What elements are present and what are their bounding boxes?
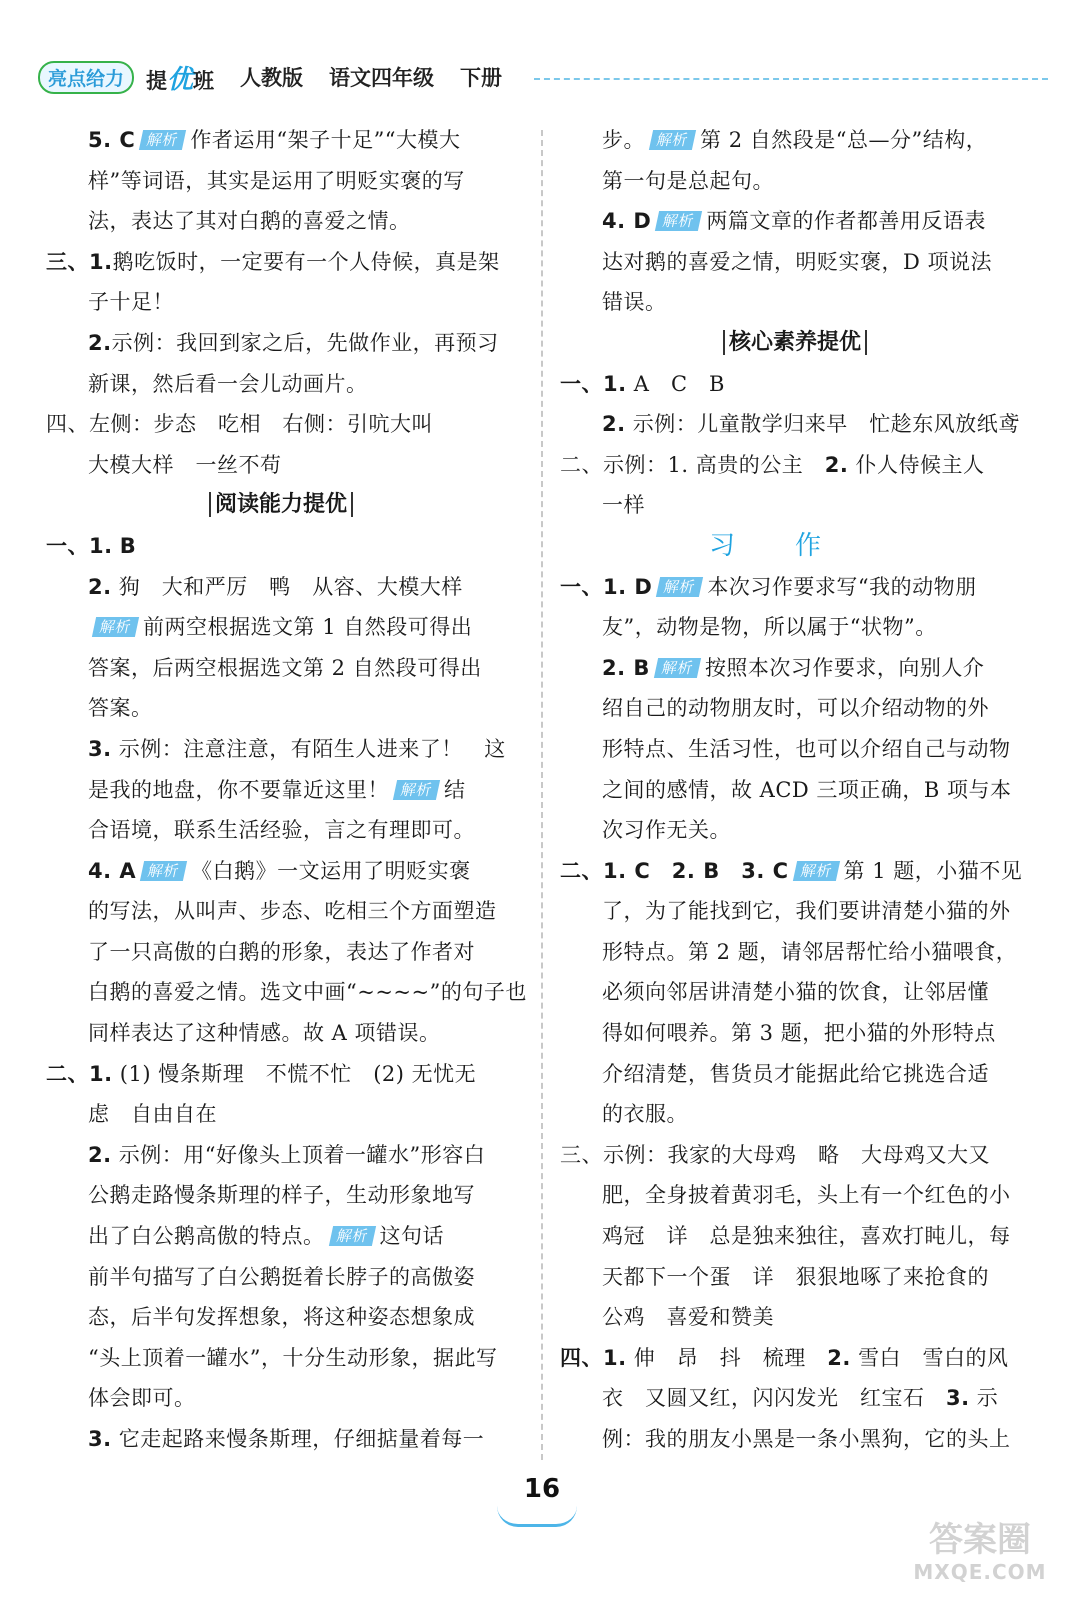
answer-line: 白鹅的喜爱之情。选文中画“~~~~”的句子也 xyxy=(88,980,527,1005)
answer-line: 虑 自由自在 xyxy=(88,1102,217,1127)
answer-line: 形特点、生活习性，也可以介绍自己与动物 xyxy=(602,736,1011,761)
answer-line: 步。 解析 第 2 自然段是“总—分”结构， xyxy=(602,128,988,152)
answer-line: 是我的地盘，你不要靠近这里！ 解析 结 xyxy=(88,777,466,802)
answer-line: 出了白公鹅高傲的特点。 解析 这句话 xyxy=(88,1224,445,1249)
answer-line: 二、1. C 2. B 3. C 解析 第 1 题，小猫不见 xyxy=(560,858,1023,883)
answer-line: 鸡冠 详 总是独来独往，喜欢打盹儿，每 xyxy=(602,1224,1011,1249)
section-heading-writing: 习作 xyxy=(708,530,881,561)
answer-line: 第一句是总起句。 xyxy=(602,168,774,193)
answer-line: 四、左侧：步态 吃相 右侧：引吭大叫 xyxy=(46,412,433,437)
analysis-tag: 解析 xyxy=(654,658,701,678)
analysis-tag: 解析 xyxy=(139,130,186,150)
answer-line: 必须向邻居讲清楚小猫的饮食，让邻居懂 xyxy=(602,980,989,1005)
answer-line: 解析 前两空根据选文第 1 自然段可得出 xyxy=(46,607,516,648)
answer-line: 例：我的朋友小黑是一条小黑狗，它的头上 xyxy=(602,1427,1011,1451)
section-heading: 核心素养提优 xyxy=(560,323,1030,364)
answer-line: 体会即可。 xyxy=(88,1386,196,1411)
answer-line: 四、1. 伸 昂 抖 梳理 2. 雪白 雪白的风 xyxy=(560,1345,1009,1370)
answer-line: 合语境，联系生活经验，言之有理即可。 xyxy=(88,818,475,843)
answer-line: 公鸡 喜爱和赞美 xyxy=(602,1305,774,1330)
answer-line: 之间的感情，故 ACD 三项正确，B 项与本 xyxy=(602,777,1012,802)
answer-line: 新课，然后看一会儿动画片。 xyxy=(88,371,368,396)
analysis-tag: 解析 xyxy=(92,617,139,637)
answer-line: 同样表达了这种情感。故 A 项错误。 xyxy=(88,1021,441,1046)
answer-line: 绍自己的动物朋友时，可以介绍动物的外 xyxy=(602,696,989,721)
answer-line: 一、1. D 解析 本次习作要求写“我的动物朋 xyxy=(560,574,977,599)
analysis-tag: 解析 xyxy=(328,1226,375,1246)
answer-line: 3. 它走起路来慢条斯理，仔细掂量着每一 xyxy=(88,1427,485,1451)
answer-line: 达对鹅的喜爱之情，明贬实褒，D 项说法 xyxy=(602,249,993,274)
edition-label: 人教版 xyxy=(240,66,304,90)
answer-line: 友”，动物是物，所以属于“状物”。 xyxy=(602,615,937,640)
answer-line: 2. B 解析 按照本次习作要求，向别人介 xyxy=(602,655,985,680)
answer-line: 2. 示例：用“好像头上顶着一罐水”形容白 xyxy=(88,1142,486,1167)
answer-line: 2.示例：我回到家之后，先做作业，再预习 xyxy=(88,330,499,355)
analysis-tag: 解析 xyxy=(655,211,702,231)
answer-line: 形特点。第 2 题，请邻居帮忙给小猫喂食， xyxy=(602,939,1018,964)
answer-line: 错误。 xyxy=(602,290,667,315)
answer-line: 一、1. A C B xyxy=(560,371,725,396)
answer-line: 次习作无关。 xyxy=(602,818,731,843)
subject-label: 语文四年级 xyxy=(329,66,435,90)
answer-line: 三、示例：我家的大母鸡 略 大母鸡又大又 xyxy=(560,1142,990,1167)
answer-line: 前半句描写了白公鹅挺着长脖子的高傲姿 xyxy=(88,1264,475,1289)
right-column xyxy=(560,120,1030,1460)
answer-line: 的写法，从叫声、步态、吃相三个方面塑造 xyxy=(88,899,497,924)
answer-line: 一样 xyxy=(602,493,645,518)
answer-line: 一、1. B xyxy=(46,533,137,558)
analysis-tag: 解析 xyxy=(393,780,440,800)
watermark-logo: 答案圈 MXQE.COM xyxy=(913,1520,1047,1584)
answer-line: 答案，后两空根据选文第 2 自然段可得出 xyxy=(88,655,482,680)
answer-line: 介绍清楚，售货员才能据此给它挑选合适 xyxy=(602,1061,989,1086)
answer-line: 5. C 解析 作者运用“架子十足”“大模大 xyxy=(88,128,461,152)
answer-line: 公鹅走路慢条斯理的样子，生动形象地写 xyxy=(88,1183,475,1208)
answer-line: 了，为了能找到它，我们要讲清楚小猫的外 xyxy=(602,899,1011,924)
analysis-tag: 解析 xyxy=(140,861,187,881)
answer-line: 2. 狗 大和严厉 鸭 从容、大模大样 xyxy=(88,574,463,599)
answer-line: 2. 示例：儿童散学归来早 忙趁东风放纸鸢 xyxy=(602,412,1020,437)
answer-line: 二、1. (1) 慢条斯理 不慌不忙 (2) 无忧无 xyxy=(46,1061,477,1086)
answer-line: 衣 又圆又红，闪闪发光 红宝石 3. 示 xyxy=(602,1386,999,1411)
answer-line: 肥，全身披着黄羽毛，头上有一个红色的小 xyxy=(602,1183,1011,1208)
analysis-tag: 解析 xyxy=(656,577,703,597)
answer-line: 三、1.鹅吃饭时，一定要有一个人侍候，真是架 xyxy=(46,249,500,274)
answer-line: 大模大样 一丝不苟 xyxy=(88,452,282,477)
answer-line: 4. D 解析 两篇文章的作者都善用反语表 xyxy=(602,209,986,234)
answer-line: 答案。 xyxy=(88,696,153,721)
answer-line: 的衣服。 xyxy=(602,1102,688,1127)
page-number-arc xyxy=(497,1506,577,1527)
left-column xyxy=(46,120,527,1460)
page-number: 16 xyxy=(523,1474,561,1504)
brand-badge: 亮点给力 xyxy=(38,61,134,94)
answer-line: 法，表达了其对白鹅的喜爱之情。 xyxy=(88,209,411,234)
answer-line: 得如何喂养。第 3 题，把小猫的外形特点 xyxy=(602,1021,996,1046)
section-heading: 阅读能力提优 xyxy=(46,485,516,526)
series-title: 提优班 xyxy=(146,64,215,95)
answer-line: 样”等词语，其实是运用了明贬实褒的写 xyxy=(88,168,465,193)
column-divider xyxy=(541,130,543,1460)
answer-line: “头上顶着一罐水”，十分生动形象，据此写 xyxy=(88,1345,498,1370)
analysis-tag: 解析 xyxy=(649,130,696,150)
answer-line: 态，后半句发挥想象，将这种姿态想象成 xyxy=(88,1305,475,1330)
answer-line: 二、示例：1. 高贵的公主 2. 仆人侍候主人 xyxy=(560,452,985,477)
page-header xyxy=(38,60,1048,94)
volume-label: 下册 xyxy=(460,66,503,90)
answer-line: 3. 示例：注意注意，有陌生人进来了！ 这 xyxy=(88,736,506,761)
answer-line: 了一只高傲的白鹅的形象，表达了作者对 xyxy=(88,939,475,964)
answer-line: 子十足！ xyxy=(88,290,174,315)
answer-line: 天都下一个蛋 详 狠狠地啄了来抢食的 xyxy=(602,1264,989,1289)
header-rule xyxy=(534,78,1048,80)
answer-line: 4. A 解析 《白鹅》一文运用了明贬实褒 xyxy=(88,858,471,883)
analysis-tag: 解析 xyxy=(792,861,839,881)
